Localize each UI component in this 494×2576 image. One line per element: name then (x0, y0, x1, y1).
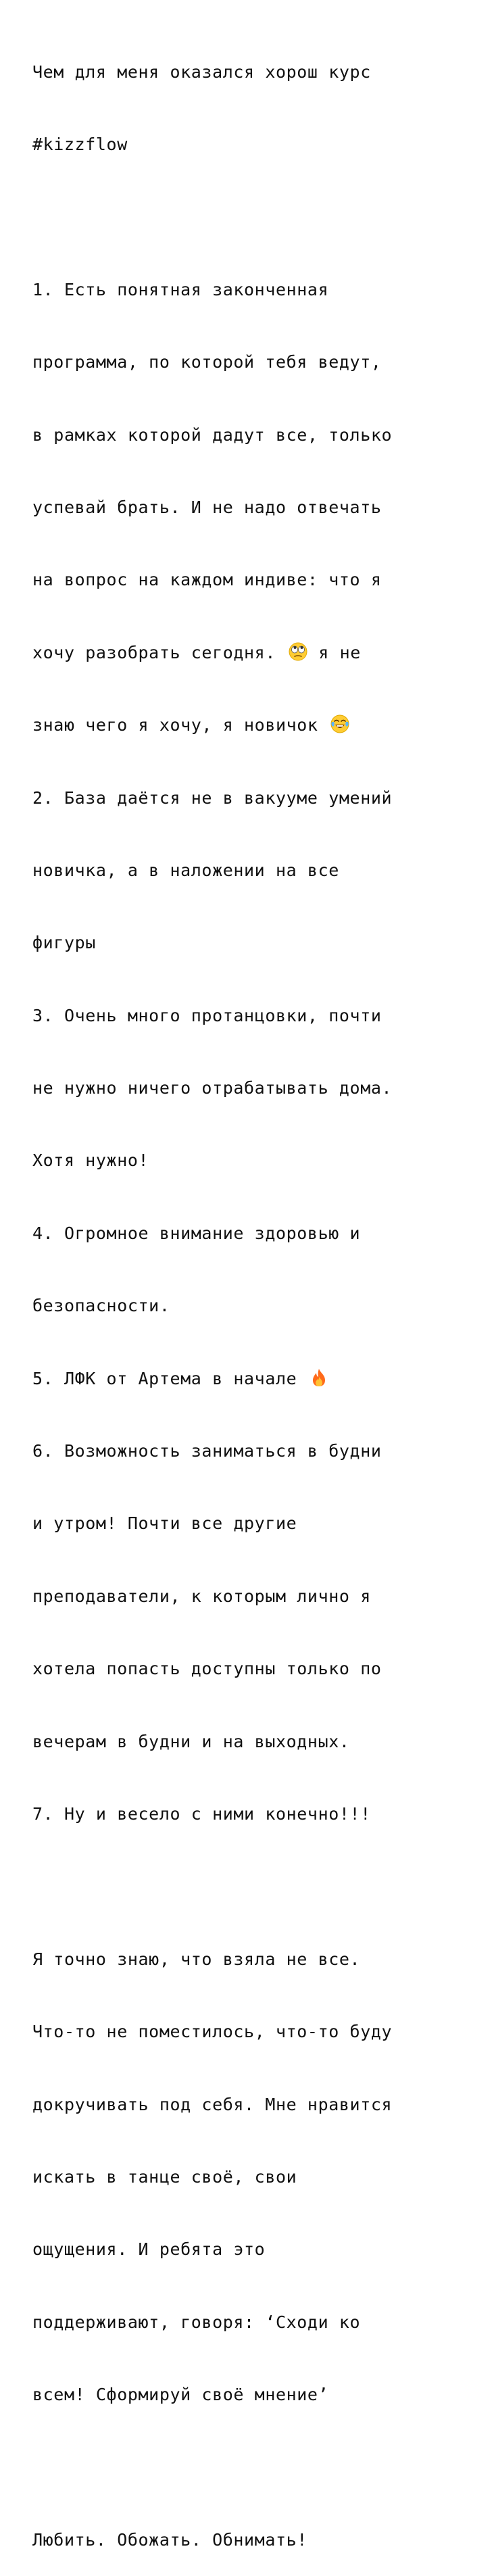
tears-of-joy-emoji-icon (330, 714, 350, 734)
text-line: Хотя нужно! (32, 1150, 149, 1171)
fire-emoji-icon (309, 1367, 329, 1388)
eye-roll-emoji-icon (288, 641, 308, 662)
text-segment: 5. ЛФК от Артема в начале (32, 1368, 307, 1388)
text-line: Что-то не поместилось, что-то буду (32, 2022, 393, 2042)
text-line-with-emoji (32, 1367, 485, 1391)
text-line: 2. База даётся не в вакууме умений (32, 787, 393, 808)
text-line: фигуры (32, 933, 96, 953)
story-text (32, 11, 485, 2576)
text-line: на вопрос на каждом индиве: что я (32, 570, 382, 590)
text-line: преподаватели, к которым лично я (32, 1586, 371, 1606)
closing-line: Любить. Обожать. Обнимать! (32, 2529, 307, 2550)
hashtag-kizzflow[interactable]: #kizzflow (32, 134, 128, 154)
text-line: и утром! Почти все другие (32, 1513, 297, 1534)
text-segment: знаю чего я хочу, я новичок (32, 715, 329, 735)
text-segment: я не (307, 642, 361, 662)
text-line: хотела попасть доступны только по (32, 1659, 382, 1679)
text-line: ощущения. И ребята это (32, 2239, 266, 2260)
text-line: 4. Огромное внимание здоровью и (32, 1223, 361, 1243)
blank-line (32, 1874, 485, 1899)
text-line: программа, по которой тебя ведут, (32, 352, 382, 372)
text-line-with-emoji (32, 641, 485, 665)
text-line: 3. Очень много протанцовки, почти (32, 1005, 382, 1025)
text-line: новичка, а в наложении на все (32, 860, 339, 880)
text-line: не нужно ничего отрабатывать дома. (32, 1078, 393, 1098)
text-line: 1. Есть понятная законченная (32, 279, 329, 299)
text-segment: хочу разобрать сегодня. (32, 642, 287, 662)
text-line: в рамках которой дадут все, только (32, 424, 393, 445)
text-line: всем! Сформируй своё мнение’ (32, 2385, 329, 2405)
text-line: Чем для меня оказался хорош курс (32, 62, 371, 82)
text-line: Я точно знаю, что взяла не все. (32, 1949, 361, 1969)
text-line: поддерживают, говоря: ‘Сходи ко (32, 2312, 361, 2332)
blank-line (32, 2455, 485, 2479)
text-line: вечерам в будни и на выходных. (32, 1731, 350, 1751)
blank-line (32, 205, 485, 229)
text-line: искать в танце своё, свои (32, 2166, 297, 2187)
text-line-with-emoji (32, 713, 485, 737)
text-line: 7. Ну и весело с ними конечно!!! (32, 1803, 371, 1824)
text-line: безопасности. (32, 1296, 170, 1316)
text-line: успевай брать. И не надо отвечать (32, 497, 382, 517)
text-line: докручивать под себя. Мне нравится (32, 2094, 393, 2114)
text-line: 6. Возможность заниматься в будни (32, 1441, 382, 1461)
